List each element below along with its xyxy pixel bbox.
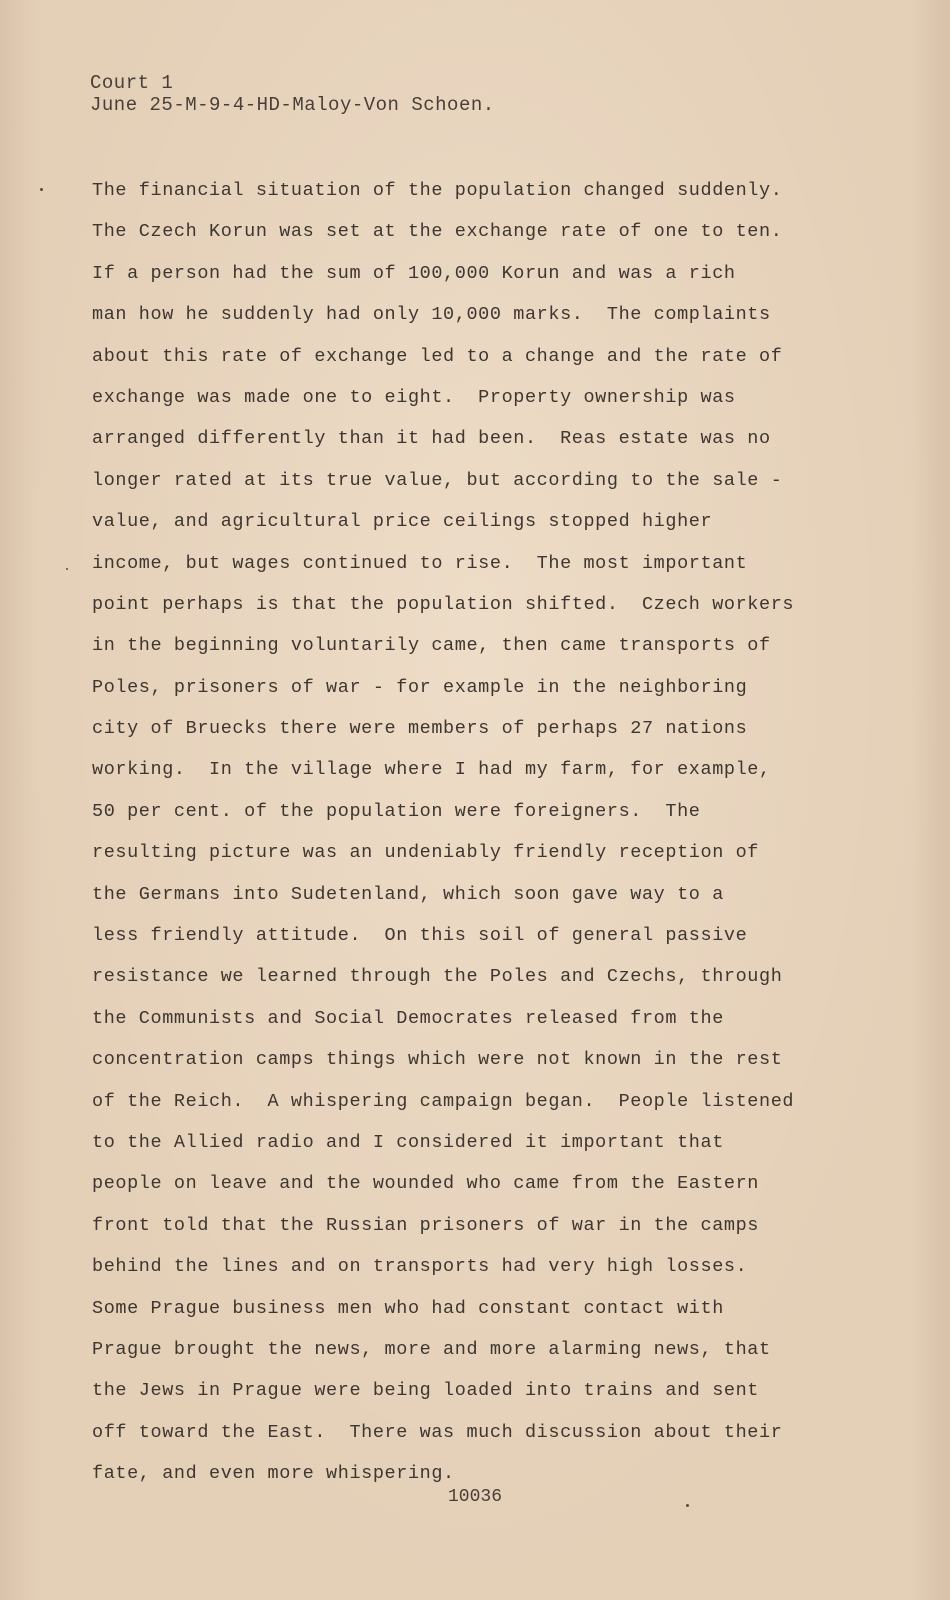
body-line: longer rated at its true value, but according to the sale - — [92, 469, 783, 491]
body-line: concentration camps things which were not known in the rest — [92, 1049, 783, 1071]
body-line: Some Prague business men who had constant contact with — [92, 1297, 724, 1319]
paper-speck — [40, 188, 43, 191]
body-line: point perhaps is that the population shifted. Czech workers — [92, 593, 795, 615]
body-line: resistance we learned through the Poles and Czechs, through — [92, 966, 783, 988]
paper-speck — [686, 1504, 689, 1507]
paper-speck — [66, 568, 68, 570]
body-line: city of Bruecks there were members of perhaps 27 nations — [92, 718, 748, 740]
body-line: the Germans into Sudetenland, which soon gave way to a — [92, 883, 724, 905]
body-line: The Czech Korun was set at the exchange rate of one to ten. — [92, 221, 783, 243]
body-line: If a person had the sum of 100,000 Korun and was a rich — [92, 262, 736, 284]
body-line: value, and agricultural price ceilings stopped higher — [92, 511, 713, 533]
body-line: to the Allied radio and I considered it important that — [92, 1131, 724, 1153]
header-court: Court 1 — [90, 72, 174, 94]
body-line: man how he suddenly had only 10,000 marks. The complaints — [92, 304, 771, 326]
document-header — [90, 72, 495, 116]
header-reference: June 25-M-9-4-HD-Maloy-Von Schoen. — [90, 94, 495, 116]
body-line: the Communists and Social Democrates released from the — [92, 1007, 724, 1029]
body-line: off toward the East. There was much discussion about their — [92, 1421, 783, 1443]
body-line: 50 per cent. of the population were foreigners. The — [92, 800, 701, 822]
body-line: of the Reich. A whispering campaign began. People listened — [92, 1090, 795, 1112]
body-line: about this rate of exchange led to a change and the rate of — [92, 345, 783, 367]
body-line: working. In the village where I had my farm, for example, — [92, 759, 771, 781]
body-line: The financial situation of the population changed suddenly. — [92, 180, 783, 201]
transcript-body — [92, 170, 932, 1495]
body-line: people on leave and the wounded who came from the Eastern — [92, 1173, 760, 1195]
body-line: income, but wages continued to rise. The most important — [92, 552, 748, 574]
page-number: 10036 — [447, 1487, 502, 1507]
body-line: in the beginning voluntarily came, then came transports of — [92, 635, 771, 657]
body-line: resulting picture was an undeniably friendly reception of — [92, 842, 760, 864]
body-line: the Jews in Prague were being loaded into trains and sent — [92, 1380, 760, 1402]
body-line: Prague brought the news, more and more alarming news, that — [92, 1338, 771, 1360]
body-line: front told that the Russian prisoners of war in the camps — [92, 1214, 760, 1236]
body-line: behind the lines and on transports had very high losses. — [92, 1256, 748, 1278]
body-line: Poles, prisoners of war - for example in the neighboring — [92, 676, 748, 698]
body-line: fate, and even more whispering. — [92, 1463, 455, 1485]
body-line: arranged differently than it had been. Reas estate was no — [92, 428, 771, 450]
body-line: exchange was made one to eight. Property ownership was — [92, 386, 736, 408]
body-line: less friendly attitude. On this soil of general passive — [92, 925, 748, 947]
